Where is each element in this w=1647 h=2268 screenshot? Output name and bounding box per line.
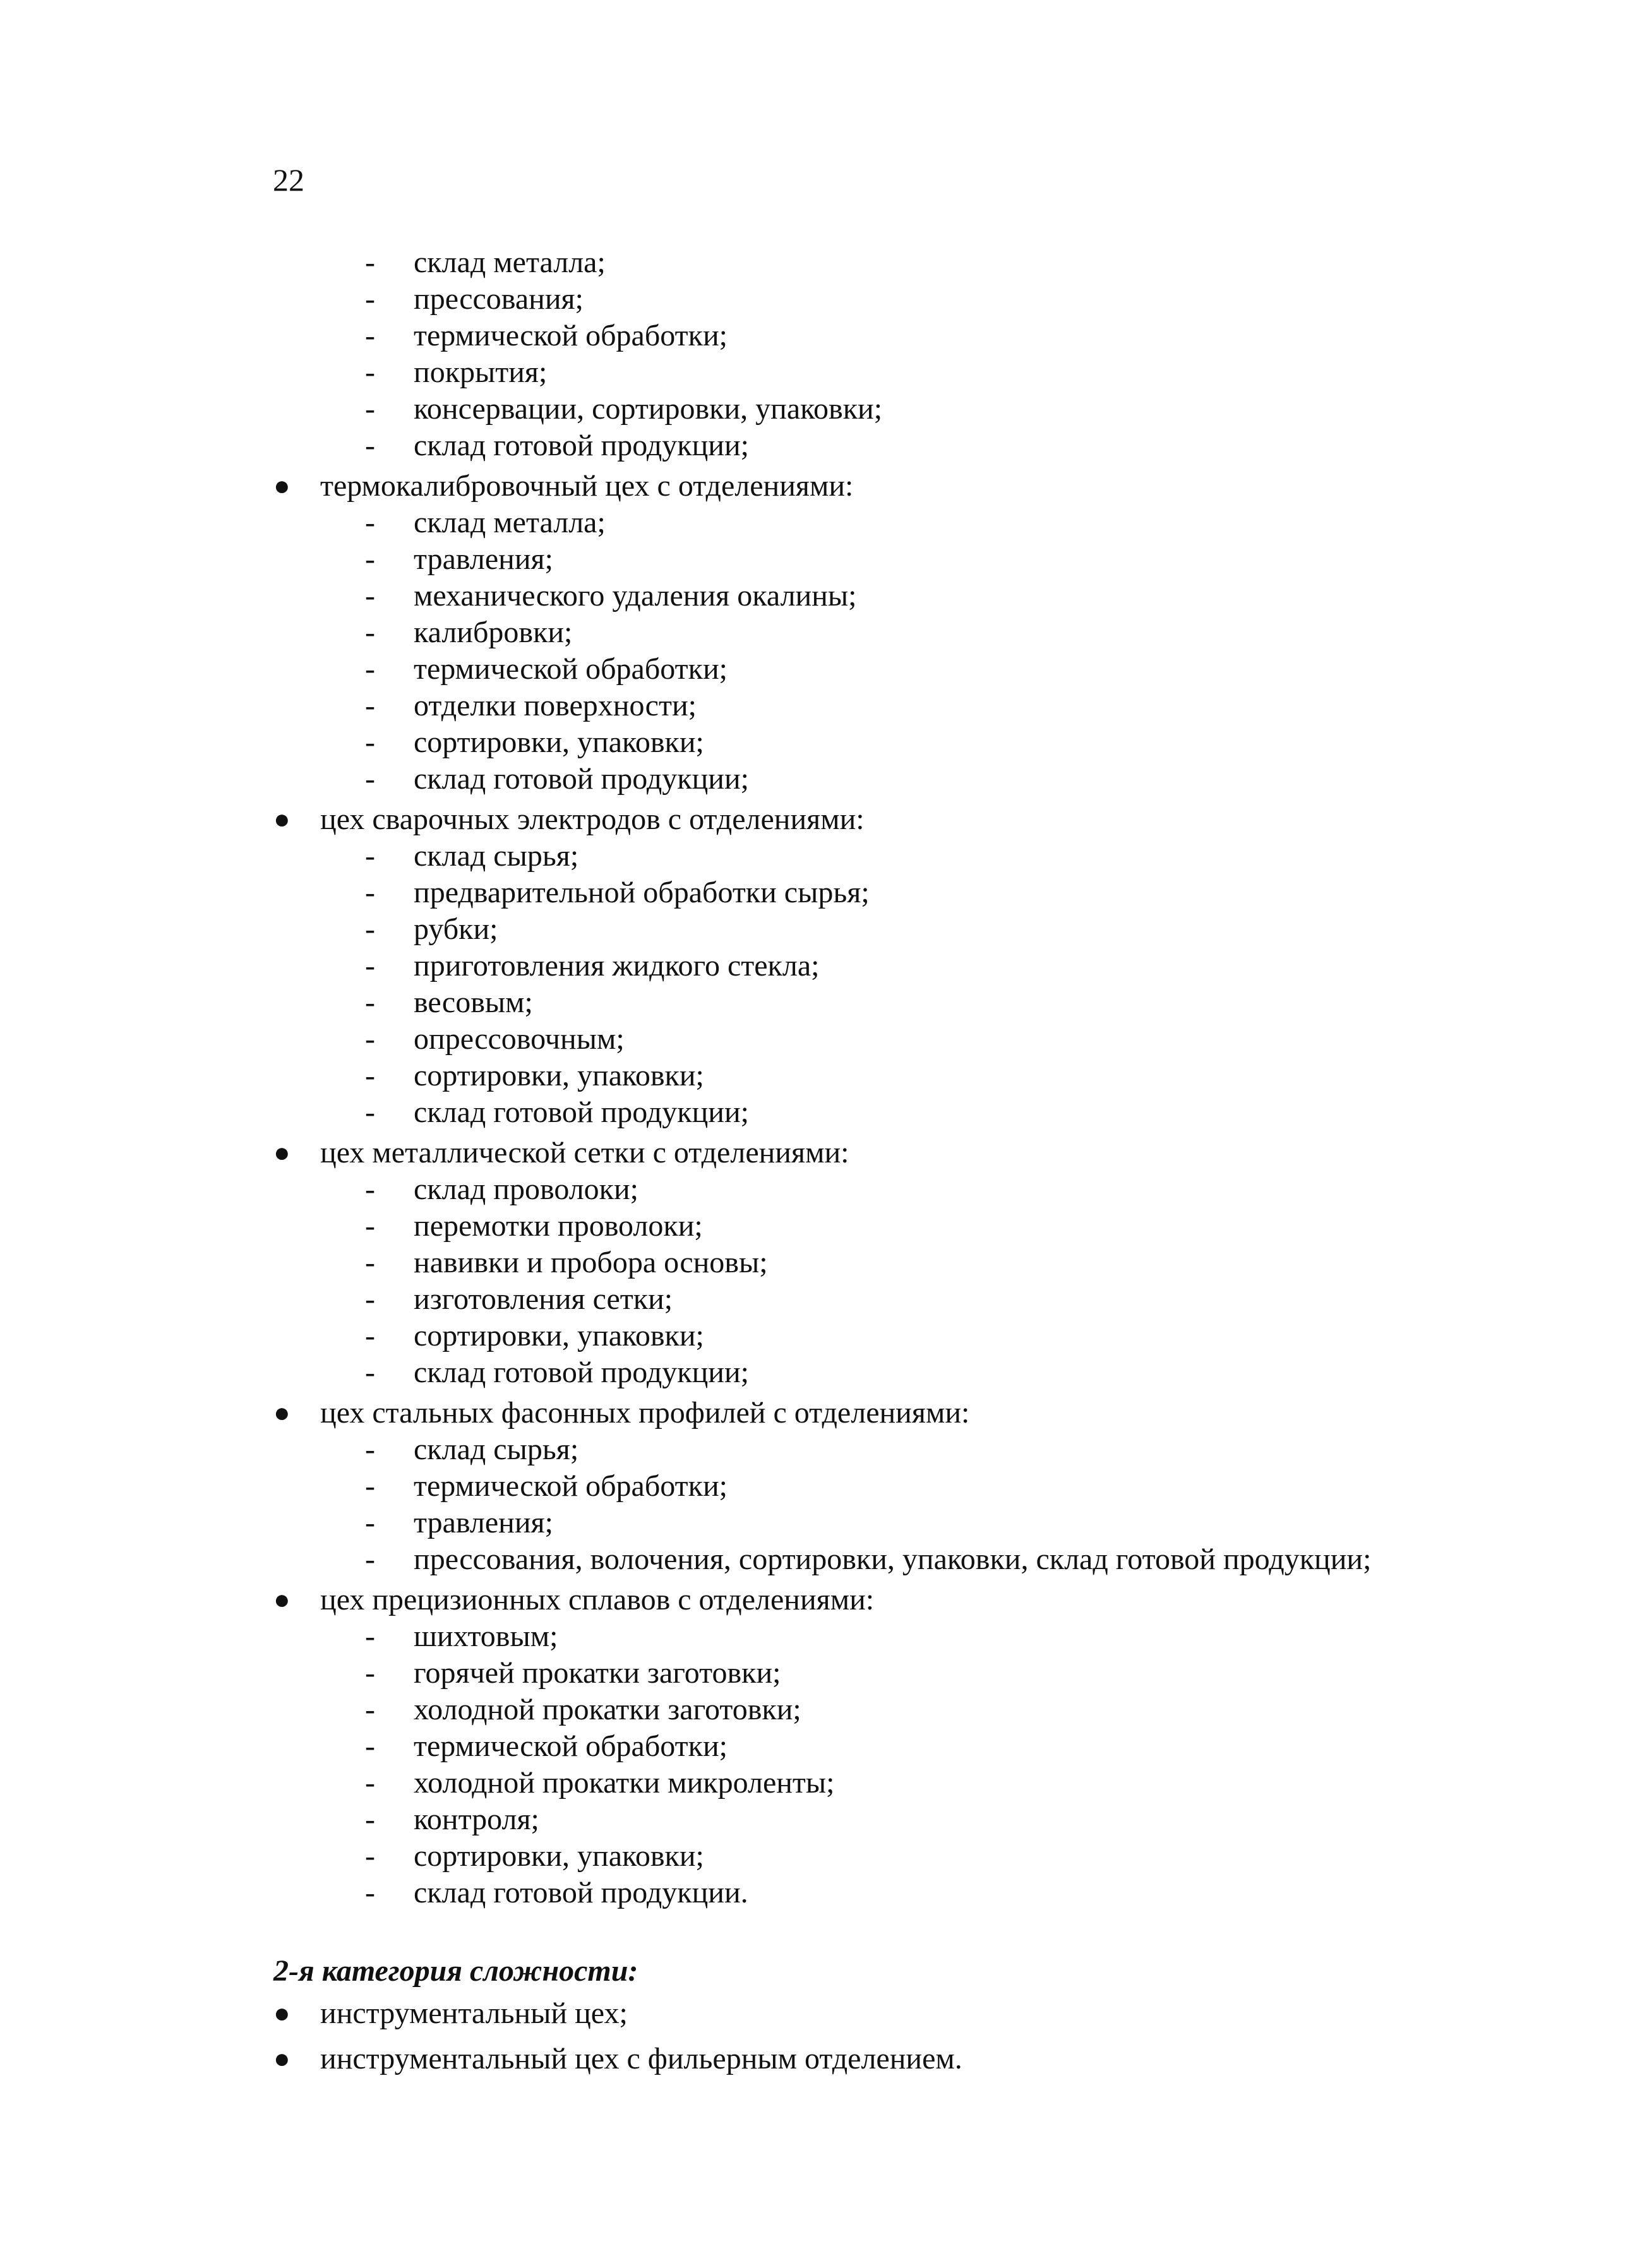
bullet-icon: ●	[273, 1137, 290, 1168]
list-item-text: покрытия;	[414, 355, 548, 389]
dash-marker: -	[365, 949, 375, 982]
list-item-text: склад готовой продукции.	[414, 1876, 748, 1909]
workshop-group	[0, 468, 1647, 797]
dash-marker: -	[365, 246, 375, 279]
dash-marker: -	[365, 876, 375, 909]
workshop-group	[0, 1135, 1647, 1391]
list-item	[0, 1875, 1647, 1911]
list-item	[0, 541, 1647, 578]
dash-marker: -	[365, 839, 375, 873]
workshop-title-text: цех прецизионных сплавов с отделениями:	[320, 1583, 875, 1616]
list-item-text: калибровки;	[414, 616, 573, 649]
list-item	[0, 1728, 1647, 1765]
list-item	[0, 1354, 1647, 1391]
list-item-text: весовым;	[414, 986, 533, 1019]
list-item-text: склад проволоки;	[414, 1173, 638, 1206]
dash-marker: -	[365, 1506, 375, 1539]
dash-marker: -	[365, 1356, 375, 1389]
list-item	[0, 984, 1647, 1021]
list-item	[0, 2036, 1647, 2082]
list-item	[0, 1171, 1647, 1208]
list-item-text: склад металла;	[414, 246, 606, 279]
list-item-text: отделки поверхности;	[414, 689, 697, 722]
workshop-group	[0, 801, 1647, 1131]
dash-marker: -	[365, 1319, 375, 1352]
intro-list	[0, 244, 1647, 464]
list-item	[0, 651, 1647, 688]
workshop-title-text: цех сварочных электродов с отделениями:	[320, 803, 865, 836]
list-item	[0, 1541, 1647, 1578]
dash-marker: -	[365, 1095, 375, 1129]
list-item	[0, 724, 1647, 761]
workshop-title	[0, 1135, 1647, 1171]
list-item-text: склад готовой продукции;	[414, 429, 749, 462]
dash-marker: -	[365, 1246, 375, 1279]
dash-marker: -	[365, 689, 375, 722]
workshop-title-text: цех металлической сетки с отделениями:	[320, 1136, 849, 1169]
list-item-text: консервации, сортировки, упаковки;	[414, 392, 883, 426]
section-heading: 2-я категория сложности:	[273, 1954, 638, 1988]
list-item	[0, 1318, 1647, 1354]
document-body	[0, 244, 1647, 2082]
list-item	[0, 1244, 1647, 1281]
list-item	[0, 244, 1647, 281]
list-item-text: склад готовой продукции;	[414, 1095, 749, 1129]
dash-marker: -	[365, 1209, 375, 1243]
dash-marker: -	[365, 1173, 375, 1206]
list-item	[0, 1281, 1647, 1318]
bullet-icon: ●	[273, 470, 290, 501]
list-item	[0, 911, 1647, 948]
list-item-text: термической обработки;	[414, 652, 728, 686]
dash-marker: -	[365, 1620, 375, 1653]
workshop-title	[0, 801, 1647, 838]
list-item-text: изготовления сетки;	[414, 1282, 673, 1316]
list-item-text: механического удаления окалины;	[414, 579, 857, 612]
list-item-text: шихтовым;	[414, 1620, 558, 1653]
list-item-text: прессования, волочения, сортировки, упаковки, склад готовой продукции;	[414, 1543, 1372, 1576]
dash-marker: -	[365, 986, 375, 1019]
list-item	[0, 1058, 1647, 1094]
page-number: 22	[273, 162, 304, 198]
dash-marker: -	[365, 616, 375, 649]
workshop-group	[0, 1582, 1647, 1911]
list-item-text: сортировки, упаковки;	[414, 1059, 704, 1092]
dash-marker: -	[365, 355, 375, 389]
list-item-text: прессования;	[414, 282, 584, 316]
dash-marker: -	[365, 282, 375, 316]
list-item	[0, 1505, 1647, 1541]
list-item-text: перемотки проволоки;	[414, 1209, 703, 1243]
dash-marker: -	[365, 1282, 375, 1316]
list-item	[0, 318, 1647, 354]
list-item-text: сортировки, упаковки;	[414, 725, 704, 759]
list-item-text: склад сырья;	[414, 1433, 579, 1466]
list-item-text: сортировки, упаковки;	[414, 1839, 704, 1873]
list-item	[0, 874, 1647, 911]
list-item-text: навивки и пробора основы;	[414, 1246, 768, 1279]
dash-marker: -	[365, 762, 375, 796]
dash-marker: -	[365, 1839, 375, 1873]
list-item	[0, 354, 1647, 391]
bullet-icon: ●	[273, 1998, 290, 2029]
list-item-text: инструментальный цех;	[320, 1996, 628, 2030]
dash-marker: -	[365, 542, 375, 576]
list-item-text: склад готовой продукции;	[414, 762, 749, 796]
list-item-text: контроля;	[414, 1803, 539, 1836]
list-item	[0, 578, 1647, 614]
dash-marker: -	[365, 725, 375, 759]
list-item	[0, 838, 1647, 874]
workshop-title	[0, 1395, 1647, 1431]
list-item	[0, 1655, 1647, 1692]
list-item-text: термической обработки;	[414, 1469, 728, 1503]
dash-marker: -	[365, 506, 375, 539]
list-item	[0, 1208, 1647, 1244]
dash-marker: -	[365, 319, 375, 352]
list-item-text: предварительной обработки сырья;	[414, 876, 870, 909]
list-item	[0, 1838, 1647, 1875]
list-item-text: холодной прокатки микроленты;	[414, 1766, 835, 1799]
workshop-title-text: термокалибровочный цех с отделениями:	[320, 469, 854, 503]
dash-marker: -	[365, 912, 375, 946]
list-item	[0, 1468, 1647, 1505]
list-item	[0, 504, 1647, 541]
dash-marker: -	[365, 1469, 375, 1503]
dash-marker: -	[365, 392, 375, 426]
list-item	[0, 761, 1647, 797]
list-item	[0, 391, 1647, 427]
list-item-text: термической обработки;	[414, 1729, 728, 1763]
dash-marker: -	[365, 1766, 375, 1799]
dash-marker: -	[365, 1656, 375, 1690]
list-item-text: рубки;	[414, 912, 498, 946]
list-item	[0, 948, 1647, 984]
workshop-group	[0, 1395, 1647, 1578]
list-item-text: травления;	[414, 1506, 553, 1539]
list-item	[0, 427, 1647, 464]
list-item	[0, 1991, 1647, 2036]
list-item	[0, 1021, 1647, 1058]
list-item	[0, 1094, 1647, 1131]
complexity-section	[0, 1952, 1647, 2082]
dash-marker: -	[365, 579, 375, 612]
list-item	[0, 1431, 1647, 1468]
dash-marker: -	[365, 1729, 375, 1763]
list-item-text: склад металла;	[414, 506, 606, 539]
list-item-text: приготовления жидкого стекла;	[414, 949, 820, 982]
workshop-title-text: цех стальных фасонных профилей с отделениями:	[320, 1396, 970, 1429]
workshop-title	[0, 1582, 1647, 1618]
list-item-text: склад готовой продукции;	[414, 1356, 749, 1389]
dash-marker: -	[365, 1876, 375, 1909]
bullet-icon: ●	[273, 804, 290, 835]
dash-marker: -	[365, 1022, 375, 1056]
dash-marker: -	[365, 429, 375, 462]
bullet-icon: ●	[273, 1584, 290, 1615]
list-item-text: травления;	[414, 542, 553, 576]
bullet-icon: ●	[273, 2043, 290, 2074]
list-item	[0, 1801, 1647, 1838]
list-item	[0, 1765, 1647, 1801]
list-item	[0, 1692, 1647, 1728]
list-item-text: термической обработки;	[414, 319, 728, 352]
list-item-text: холодной прокатки заготовки;	[414, 1693, 801, 1726]
dash-marker: -	[365, 1803, 375, 1836]
workshop-title	[0, 468, 1647, 504]
list-item	[0, 688, 1647, 724]
dash-marker: -	[365, 1433, 375, 1466]
list-item	[0, 1618, 1647, 1655]
dash-marker: -	[365, 1543, 375, 1576]
list-item-text: опрессовочным;	[414, 1022, 625, 1056]
list-item-text: склад сырья;	[414, 839, 579, 873]
bullet-icon: ●	[273, 1397, 290, 1428]
list-item-text: сортировки, упаковки;	[414, 1319, 704, 1352]
list-item-text: горячей прокатки заготовки;	[414, 1656, 781, 1690]
dash-marker: -	[365, 1693, 375, 1726]
dash-marker: -	[365, 652, 375, 686]
list-item-text: инструментальный цех с фильерным отделением.	[320, 2042, 962, 2075]
list-item	[0, 281, 1647, 318]
dash-marker: -	[365, 1059, 375, 1092]
list-item	[0, 614, 1647, 651]
